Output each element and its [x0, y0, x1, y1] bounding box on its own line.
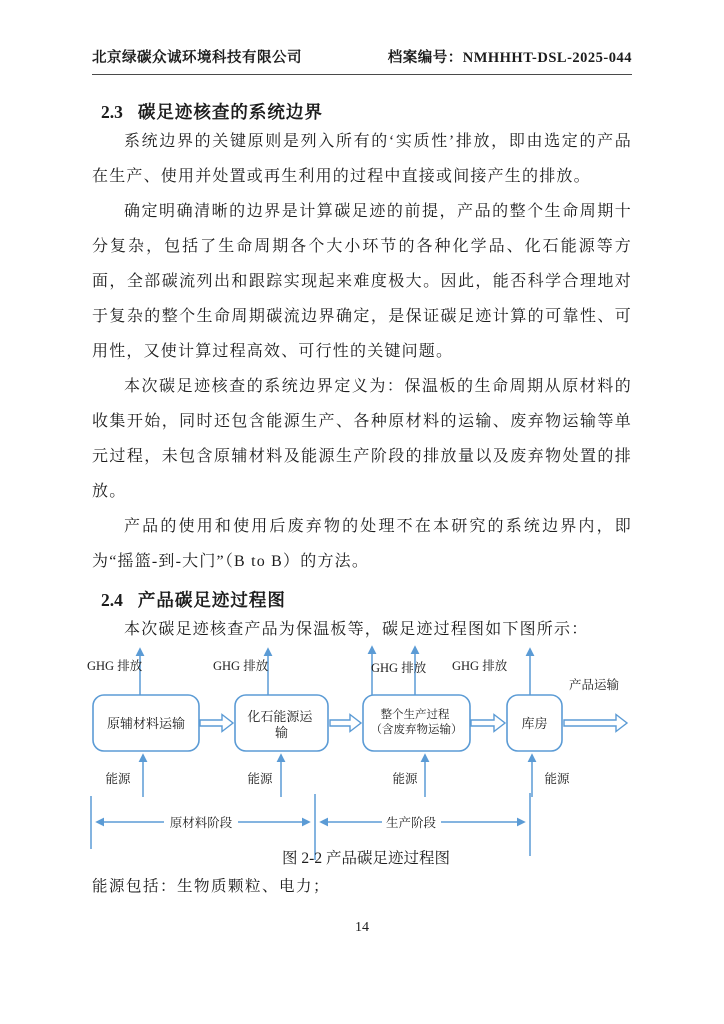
section-title-text: 产品碳足迹过程图	[137, 590, 286, 610]
energy-label-1: 能源	[105, 772, 131, 786]
paragraph-system-boundary-principle: 系统边界的关键原则是列入所有的‘实质性’排放，即由选定的产品在生产、使用并处置或再生利用的过程中直接或间接产生的排放。	[92, 133, 632, 185]
document-header	[92, 0, 632, 75]
carbon-footprint-figure	[85, 638, 645, 870]
box-label-raw-material-transport: 原辅材料运输	[106, 716, 186, 731]
archive-label: 档案编号：	[387, 50, 463, 66]
stage2-label: 生产阶段	[385, 816, 437, 830]
connector-arrow-1-2	[200, 715, 233, 732]
box-label-production-process: 整个生产过程 （含废弃物运输）	[370, 709, 463, 736]
section-heading-2-3	[101, 99, 632, 124]
energy-label-3: 能源	[392, 772, 418, 786]
product-transport-label: 产品运输	[568, 678, 620, 692]
process-box-production-process	[363, 695, 470, 751]
carbon-footprint-diagram	[85, 638, 645, 870]
box-label-fossil-energy-transport: 化石能源运 输	[247, 709, 313, 740]
section-number: 2.4	[101, 590, 123, 610]
section-title-text: 碳足迹核查的系统边界	[137, 102, 323, 122]
page-number: 14	[355, 920, 369, 935]
energy-note: 能源包括：生物质颗粒、电力；	[92, 878, 331, 895]
paragraph-boundary-complexity: 确定明确清晰的边界是计算碳足迹的前提，产品的整个生命周期十分复杂，包括了生命周期各个大小环节的各种化学品、化石能源等方面，全部碳流列出和跟踪实现起来难度极大。因此，能否科学合理地对于复杂的整个生命周期碳流边界确定，是保证碳足迹计算的可靠性、可用性，又使计算过程高效、可行性的关键问题。	[92, 203, 632, 360]
box-label-warehouse: 库房	[521, 716, 548, 731]
archive-value: NMHHHT-DSL-2025-044	[462, 50, 632, 66]
connector-arrow-3-4	[471, 715, 505, 732]
paragraph-b-to-b-method: 产品的使用和使用后废弃物的处理不在本研究的系统边界内，即为“摇篮-到-大门”（B to B）的方法。	[92, 518, 632, 570]
paragraph-diagram-intro: 本次碳足迹核查产品为保温板等，碳足迹过程图如下图所示：	[124, 621, 589, 638]
figure-caption: 图 2-2 产品碳足迹过程图	[282, 850, 450, 867]
stage1-label: 原材料阶段	[169, 816, 233, 830]
section-number: 2.3	[101, 102, 123, 122]
paragraph-boundary-definition: 本次碳足迹核查的系统边界定义为：保温板的生命周期从原材料的收集开始，同时还包含能源生产、各种原材料的运输、废弃物运输等单元过程，未包含原辅材料及能源生产阶段的排放量以及废弃物处置的排放。	[92, 378, 632, 500]
connector-arrow-2-3	[330, 715, 361, 732]
product-transport-arrow	[564, 715, 627, 732]
archive-number	[388, 46, 632, 67]
ghg-label-4: GHG 排放	[452, 659, 508, 673]
energy-label-4: 能源	[544, 772, 570, 786]
company-name: 北京绿碳众诚环境科技有限公司	[92, 50, 302, 66]
ghg-label-3: GHG 排放	[371, 661, 427, 675]
energy-label-2: 能源	[247, 772, 273, 786]
section-heading-2-4	[101, 587, 632, 612]
ghg-label-1: GHG 排放	[87, 659, 143, 673]
ghg-label-2: GHG 排放	[213, 659, 269, 673]
